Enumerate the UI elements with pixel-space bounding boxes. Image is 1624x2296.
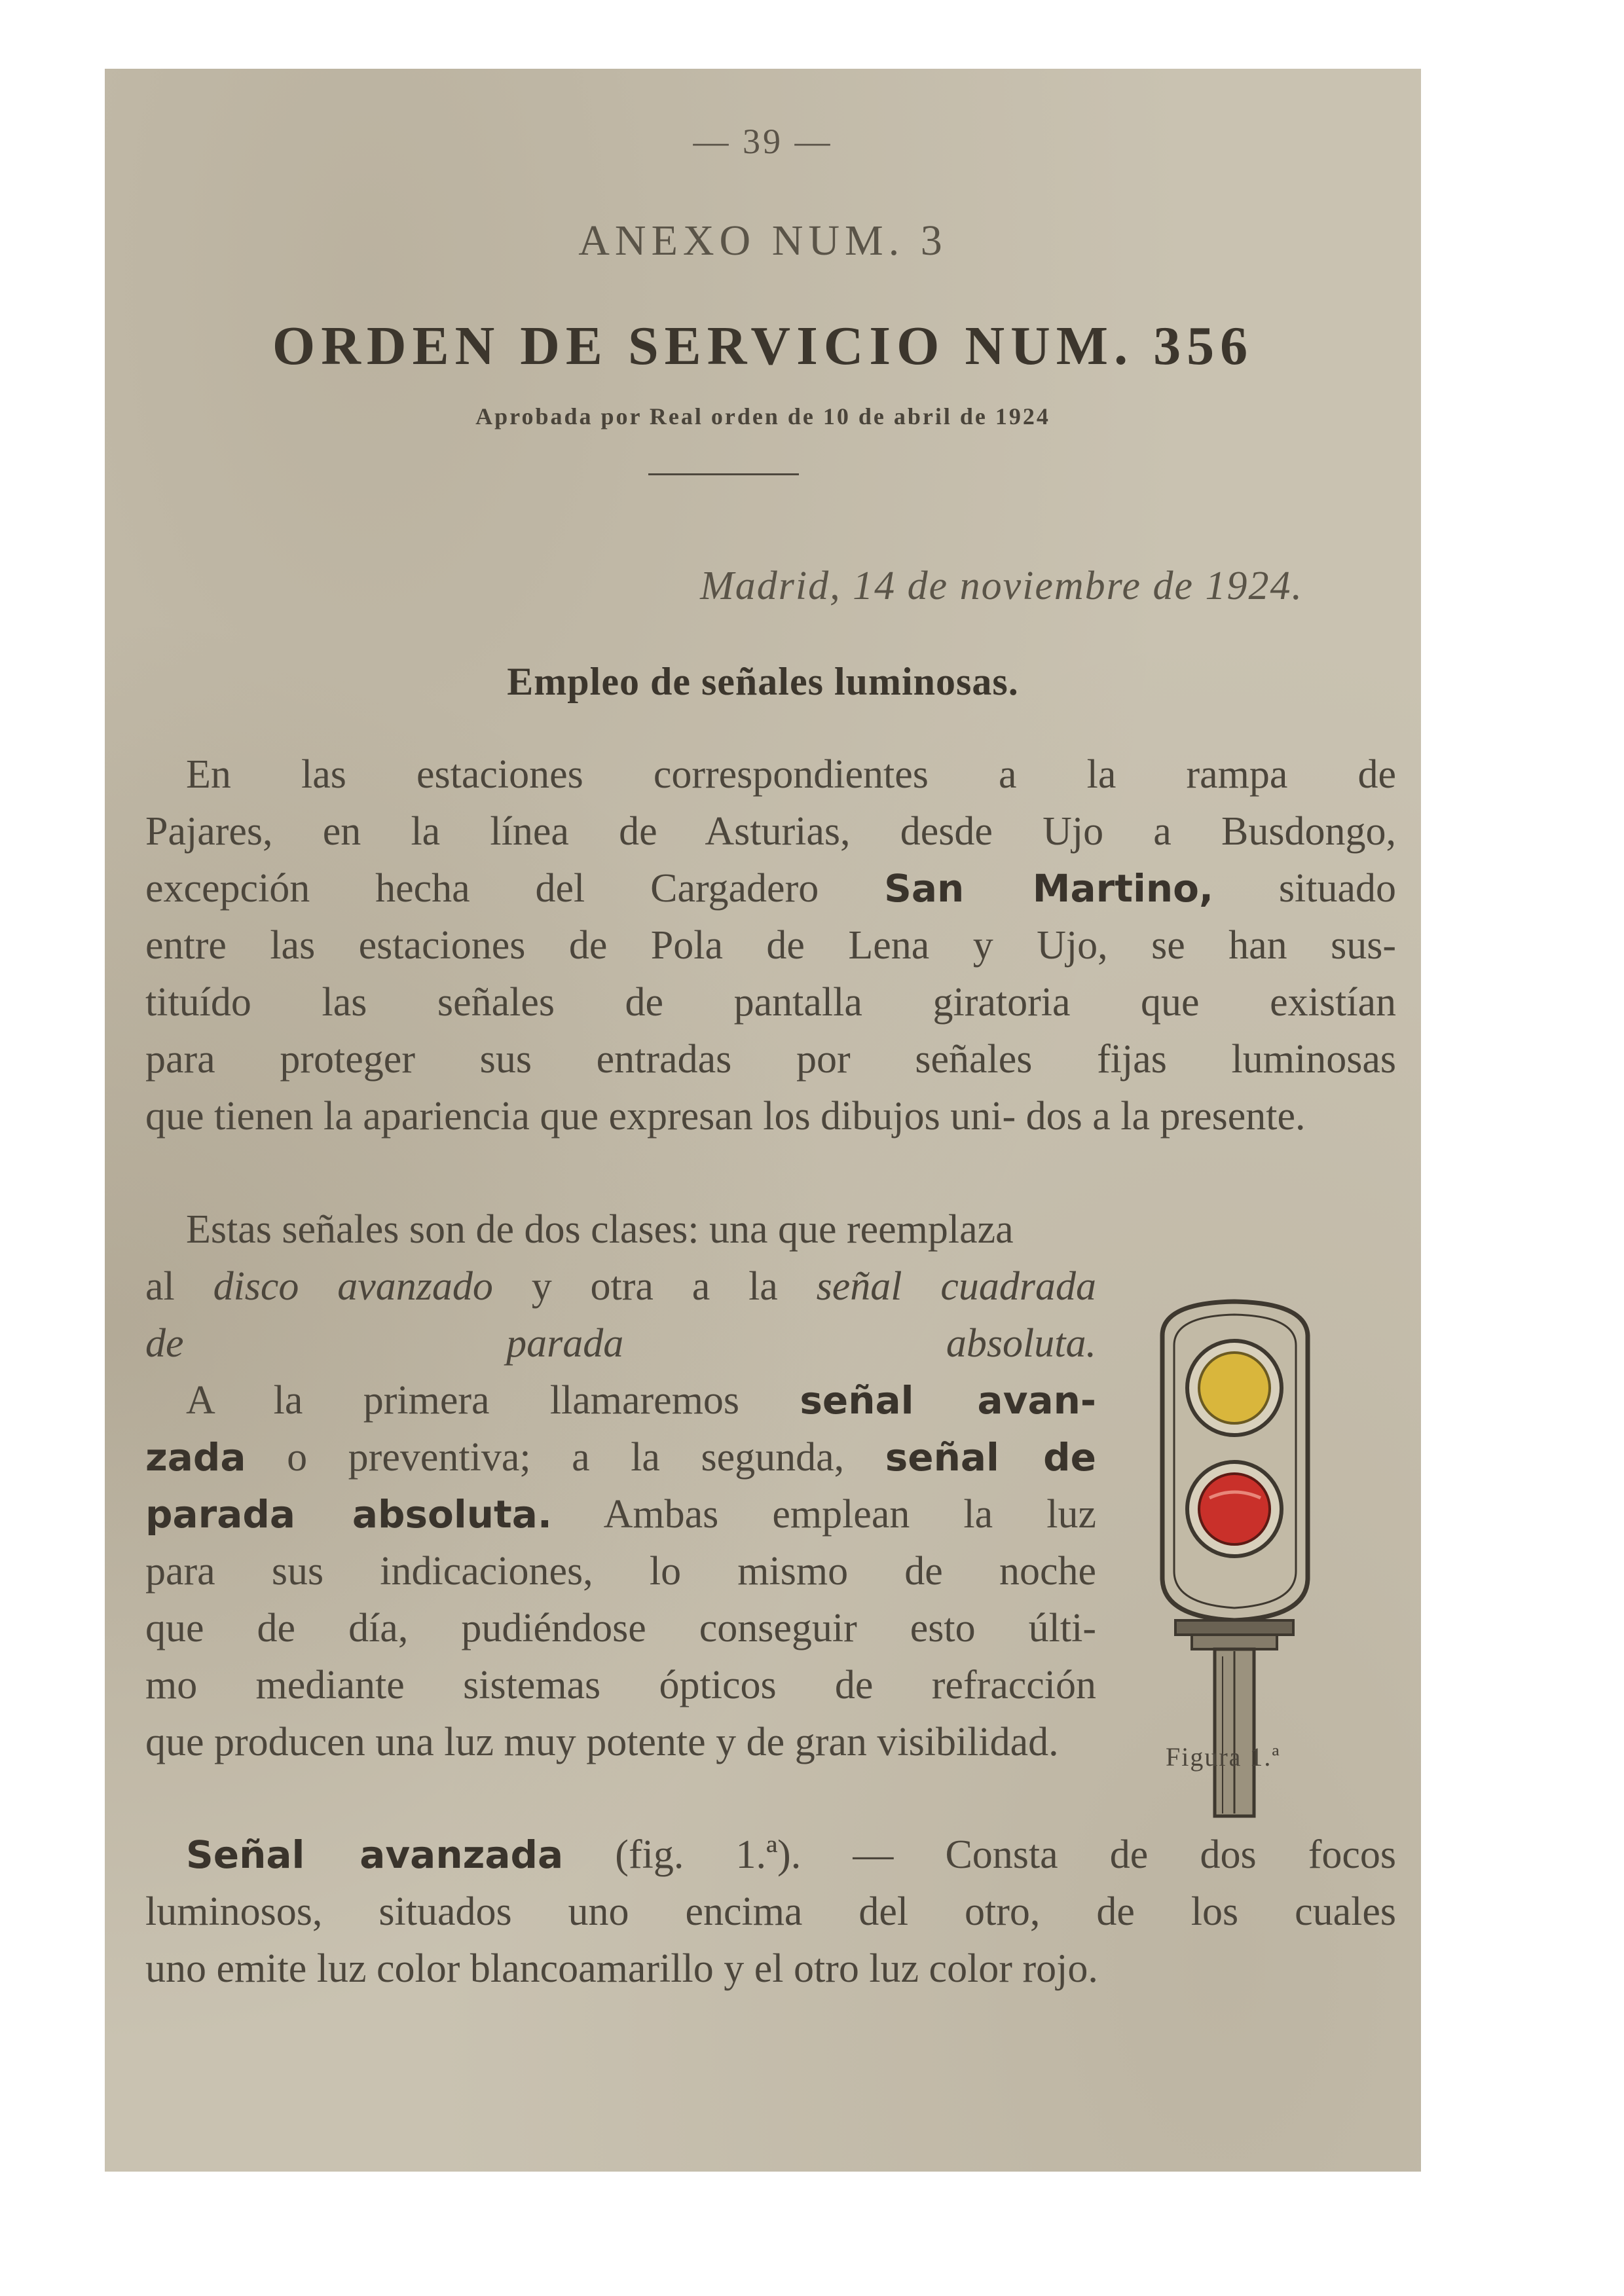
p1-line: excepción hecha del Cargadero San Martino, situado: [145, 866, 1396, 911]
figure-caption: Figura 1.ª: [1166, 1742, 1281, 1772]
p3-line: que de día, pudiéndose conseguir esto últi-: [145, 1606, 1096, 1650]
red-lamp: [1187, 1462, 1282, 1556]
p3-line: parada absoluta. Ambas emplean la luz: [145, 1492, 1096, 1537]
approval-line: Aprobada por Real orden de 10 de abril de 1924: [475, 403, 1050, 429]
p1-line: tituído las señales de pantalla giratoria que existían: [145, 980, 1396, 1025]
p4-line: luminosos, situados uno encima del otro, de los cuales: [145, 1889, 1396, 1934]
p1-line: para proteger sus entradas por señales fijas luminosas: [145, 1037, 1396, 1082]
p1-line: que tienen la apariencia que expresan los dibujos uni-: [145, 1094, 1016, 1139]
book-page: [105, 69, 1421, 2172]
bold-term: señal avan-: [800, 1378, 1096, 1423]
signal-post: [1215, 1649, 1254, 1816]
paragraph-4: [145, 1827, 1396, 1997]
bold-term: señal de: [885, 1435, 1096, 1480]
p3-line: para sus indicaciones, lo mismo de noche: [145, 1549, 1096, 1594]
p1-line: dos a la presente.: [1025, 1094, 1306, 1139]
bold-term: parada absoluta.: [145, 1492, 552, 1537]
p4-line: Señal avanzada (fig. 1.ª). — Consta de dos focos: [186, 1832, 1396, 1877]
p2-line: al disco avanzado y otra a la señal cuadrada: [145, 1264, 1096, 1309]
p4-line: rojo.: [1022, 1946, 1098, 1991]
divider-rule: [648, 473, 799, 475]
signal-mount: [1175, 1620, 1293, 1649]
p4-line: uno emite luz color blancoamarillo y el otro luz color: [145, 1946, 1012, 1991]
p3-line: gran visibilidad.: [794, 1720, 1059, 1764]
bold-term: San Martino,: [884, 866, 1214, 911]
paragraph-2-3-column: [145, 1258, 1096, 1771]
paragraph-2-first-line: Estas señales son de dos clases: una que reemplaza: [186, 1207, 1014, 1252]
paragraph-1: [145, 746, 1396, 1145]
italic-term: disco avanzado: [213, 1264, 493, 1309]
p3-line: zada o preventiva; a la segunda, señal de: [145, 1435, 1096, 1480]
order-title: ORDEN DE SERVICIO NUM. 356: [272, 316, 1254, 376]
annex-title: ANEXO NUM. 3: [578, 217, 948, 264]
p1-line: entre las estaciones de Pola de Lena y Ujo, se han sus-: [145, 923, 1396, 968]
p1-line: Pajares, en la línea de Asturias, desde Ujo a Busdongo,: [145, 809, 1396, 854]
p1-line: En las estaciones correspondientes a la rampa de: [186, 752, 1396, 797]
p3-line: A la primera llamaremos señal avan-: [186, 1378, 1096, 1423]
bold-term: zada: [145, 1435, 246, 1480]
dateline: Madrid, 14 de noviembre de 1924.: [700, 564, 1303, 608]
bold-term: Señal avanzada: [186, 1832, 564, 1877]
p3-line: que producen una luz muy potente y de: [145, 1720, 785, 1764]
p2-line: de parada absoluta.: [145, 1321, 1096, 1366]
section-heading: Empleo de señales luminosas.: [507, 660, 1019, 703]
yellow-lamp: [1187, 1341, 1282, 1435]
page-number: — 39 —: [693, 122, 833, 161]
italic-term: señal cuadrada: [816, 1264, 1096, 1309]
p3-line: mo mediante sistemas ópticos de refracción: [145, 1663, 1096, 1707]
